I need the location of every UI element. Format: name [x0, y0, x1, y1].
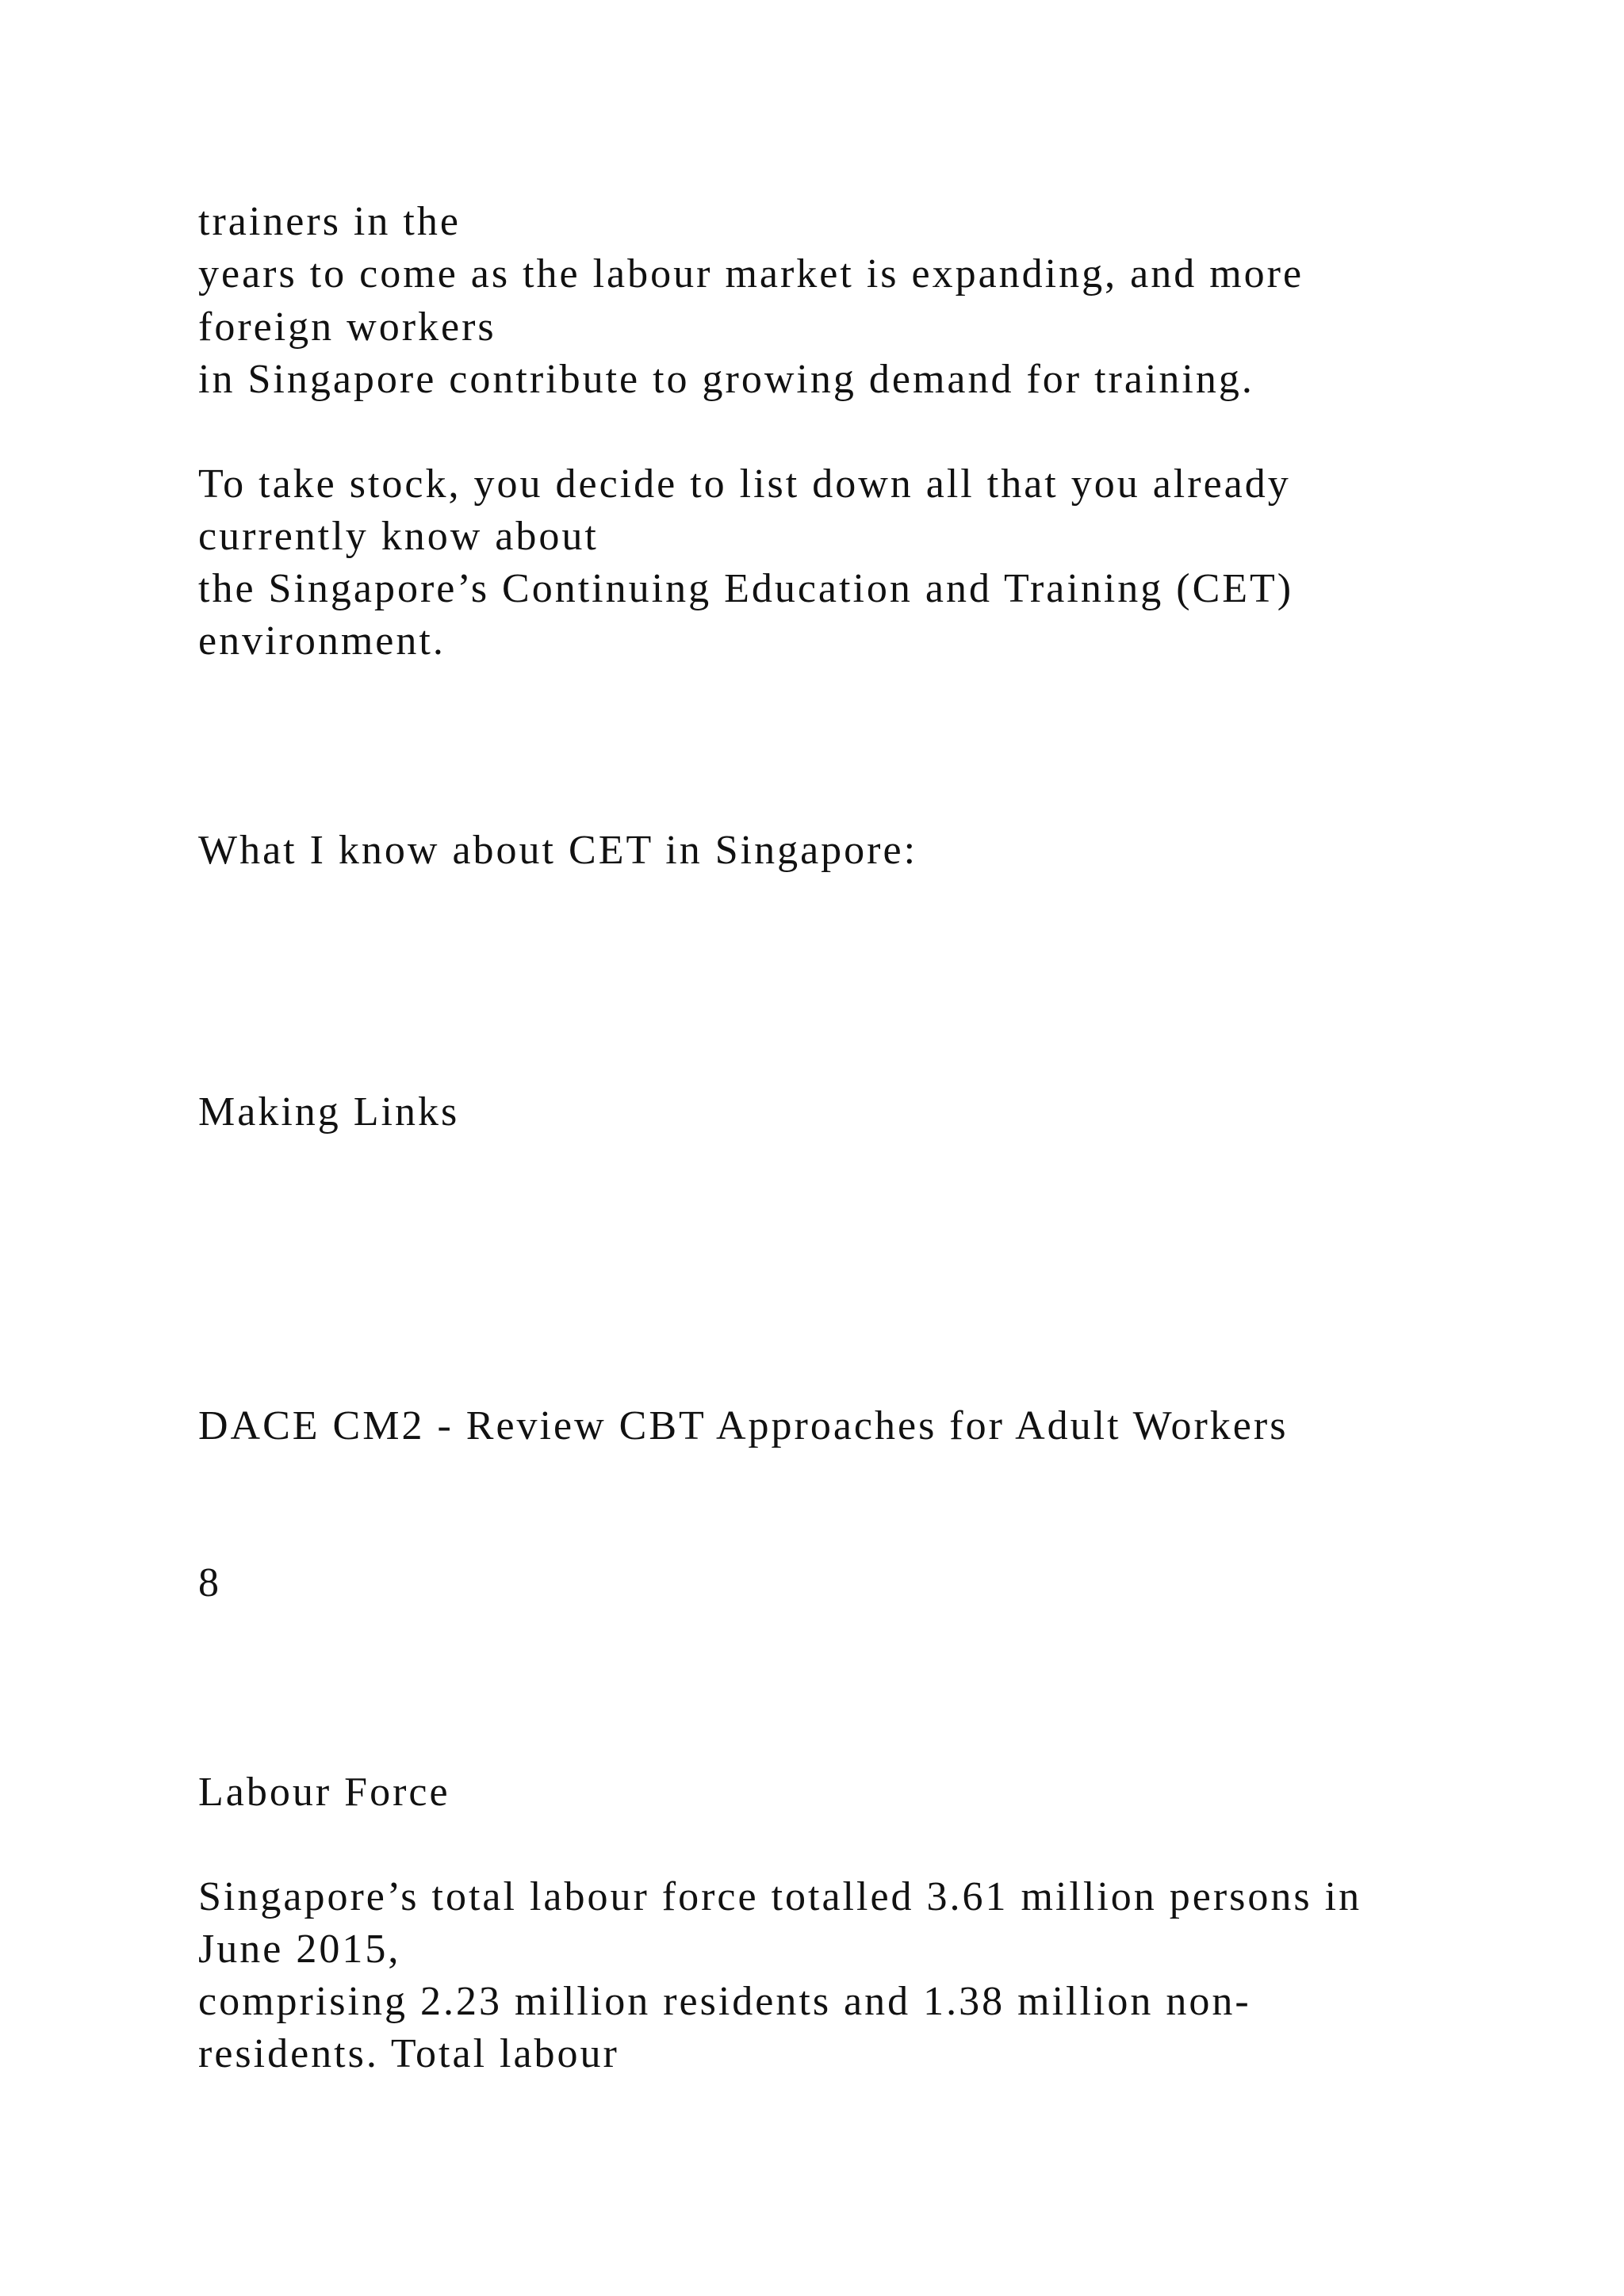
paragraph-3-line-1: Singapore’s total labour force totalled 3.61 million persons in: [198, 1874, 1362, 1919]
paragraph-2-line-2: currently know about: [198, 514, 599, 559]
paragraph-1-line-3: foreign workers: [198, 304, 496, 350]
paragraph-1-line-4: in Singapore contribute to growing demand for training.: [198, 357, 1254, 402]
paragraph-1-line-2: years to come as the labour market is expanding, and more: [198, 251, 1304, 297]
paragraph-3-line-2: June 2015,: [198, 1927, 401, 1972]
footer-title: DACE CM2 - Review CBT Approaches for Adult Workers: [198, 1403, 1289, 1448]
paragraph-1-line-1: trainers in the: [198, 199, 461, 244]
paragraph-2-line-1: To take stock, you decide to list down all that you already: [198, 461, 1291, 507]
labour-force-heading: Labour Force: [198, 1770, 450, 1815]
prompt-heading: What I know about CET in Singapore:: [198, 828, 918, 873]
paragraph-3-line-4: residents. Total labour: [198, 2031, 619, 2076]
section-heading: Making Links: [198, 1089, 460, 1135]
paragraph-2-line-3: the Singapore’s Continuing Education and Training (CET): [198, 566, 1294, 611]
paragraph-2-line-4: environment.: [198, 618, 446, 664]
page-number: 8: [198, 1560, 221, 1605]
paragraph-3-line-3: comprising 2.23 million residents and 1.38 million non-: [198, 1979, 1251, 2024]
